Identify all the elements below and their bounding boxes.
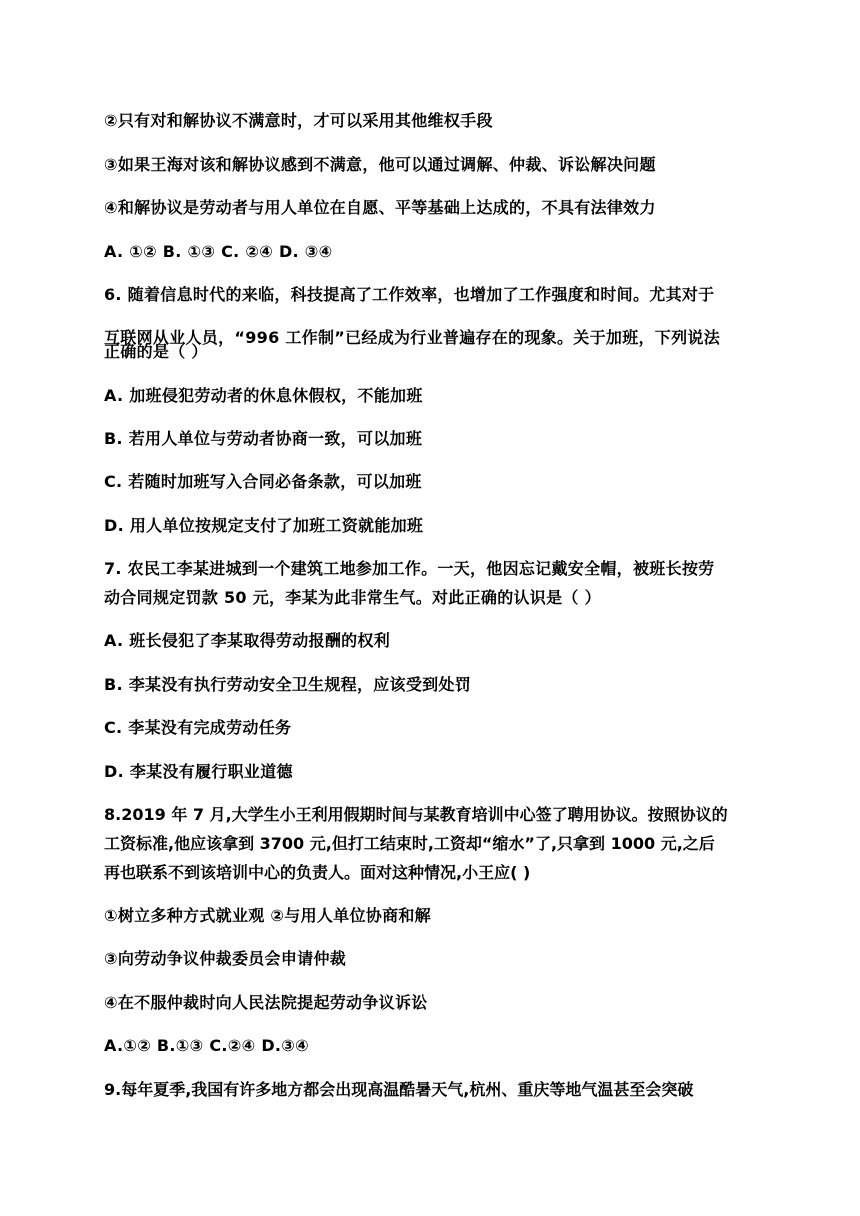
q7-option-b: B. 李某没有执行劳动安全卫生规程，应该受到处罚 xyxy=(104,675,472,694)
q8-statements-1-2: ①树立多种方式就业观 ②与用人单位协商和解 xyxy=(104,906,431,925)
option-line-4: ④和解协议是劳动者与用人单位在自愿、平等基础上达成的，不具有法律效力 xyxy=(104,198,656,217)
q6-option-a: A. 加班侵犯劳动者的休息休假权，不能加班 xyxy=(104,386,423,405)
answer-choices-q5: A. ①② B. ①③ C. ②④ D. ③④ xyxy=(104,242,333,261)
q6-option-d: D. 用人单位按规定支付了加班工资就能加班 xyxy=(104,516,424,535)
option-line-3: ③如果王海对该和解协议感到不满意，他可以通过调解、仲裁、诉讼解决问题 xyxy=(104,155,656,174)
q6-option-b: B. 若用人单位与劳动者协商一致，可以加班 xyxy=(104,429,423,448)
question-7-text-2: 动合同规定罚款 50 元，李某为此非常生气。对此正确的认识是（ ） xyxy=(104,588,601,607)
question-6-text-2: 互联网从业人员，“996 工作制”已经成为行业普遍存在的现象。关于加班，下列说法 xyxy=(104,328,721,347)
question-7-text-1: 7. 农民工李某进城到一个建筑工地参加工作。一天，他因忘记戴安全帽，被班长按劳 xyxy=(104,559,715,578)
option-line-2: ②只有对和解协议不满意时，才可以采用其他维权手段 xyxy=(104,111,493,130)
question-9-text-1: 9.每年夏季,我国有许多地方都会出现高温酷暑天气,杭州、重庆等地气温甚至会突破 xyxy=(104,1080,694,1099)
q7-option-a: A. 班长侵犯了李某取得劳动报酬的权利 xyxy=(104,631,391,650)
q8-statement-4: ④在不服仲裁时向人民法院提起劳动争议诉讼 xyxy=(104,993,428,1012)
question-8-text-3: 再也联系不到该培训中心的负责人。面对这种情况,小王应( ) xyxy=(104,863,531,882)
q7-option-c: C. 李某没有完成劳动任务 xyxy=(104,718,292,737)
q6-option-c: C. 若随时加班写入合同必备条款，可以加班 xyxy=(104,472,422,491)
q8-statement-3: ③向劳动争议仲裁委员会申请仲裁 xyxy=(104,949,347,968)
question-6-text-3: 正确的是（ ） xyxy=(104,342,208,361)
question-8-text-1: 8.2019 年 7 月,大学生小王利用假期时间与某教育培训中心签了聘用协议。按照协议的 xyxy=(104,805,728,824)
q7-option-d: D. 李某没有履行职业道德 xyxy=(104,762,293,781)
question-6-text-1: 6. 随着信息时代的来临，科技提高了工作效率，也增加了工作强度和时间。尤其对于 xyxy=(104,285,715,304)
answer-choices-q8: A.①② B.①③ C.②④ D.③④ xyxy=(104,1036,309,1055)
question-8-text-2: 工资标准,他应该拿到 3700 元,但打工结束时,工资却“缩水”了,只拿到 1000 元,之后 xyxy=(104,834,715,853)
